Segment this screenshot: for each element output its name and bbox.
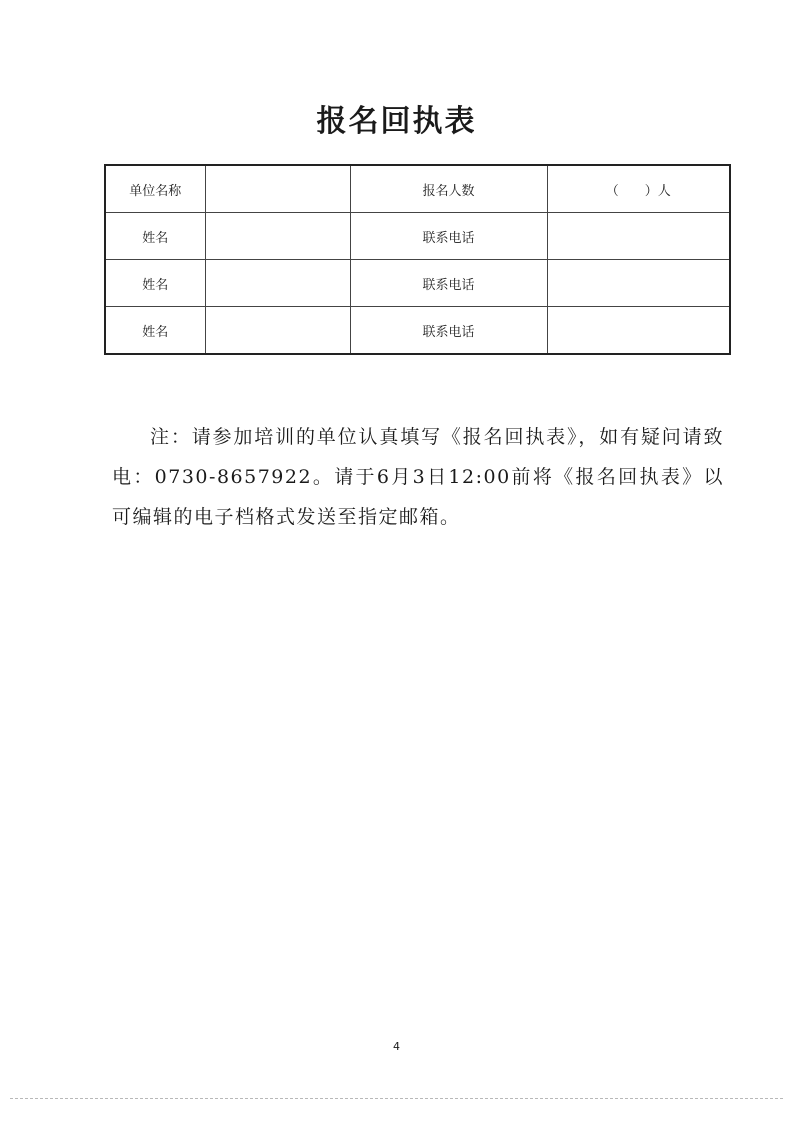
phone-label: 联系电话	[350, 213, 547, 260]
note-paragraph: 注：请参加培训的单位认真填写《报名回执表》，如有疑问请致电：0730-8657922。请于6月3日12:00前将《报名回执表》以可编辑的电子档格式发送至指定邮箱。	[112, 426, 724, 528]
registration-table	[104, 164, 731, 355]
unit-name-field[interactable]	[205, 165, 350, 213]
attendee-count-value: （ ）人	[605, 183, 671, 199]
page-number: 4	[393, 1040, 400, 1053]
table-row	[105, 307, 730, 355]
phone-field[interactable]	[547, 307, 730, 355]
unit-name-label: 单位名称	[105, 165, 205, 213]
phone-label: 联系电话	[350, 307, 547, 355]
phone-field[interactable]	[547, 260, 730, 307]
table-row	[105, 165, 730, 213]
name-label: 姓名	[105, 307, 205, 355]
attendee-count-field[interactable]	[547, 165, 730, 213]
phone-label: 联系电话	[350, 260, 547, 307]
name-field[interactable]	[205, 260, 350, 307]
attendee-count-label: 报名人数	[350, 165, 547, 213]
page-bottom-divider	[10, 1098, 783, 1099]
name-field[interactable]	[205, 213, 350, 260]
name-label: 姓名	[105, 260, 205, 307]
table-row	[105, 260, 730, 307]
page-title: 报名回执表	[316, 104, 477, 139]
name-label: 姓名	[105, 213, 205, 260]
name-field[interactable]	[205, 307, 350, 355]
phone-field[interactable]	[547, 213, 730, 260]
table-row	[105, 213, 730, 260]
